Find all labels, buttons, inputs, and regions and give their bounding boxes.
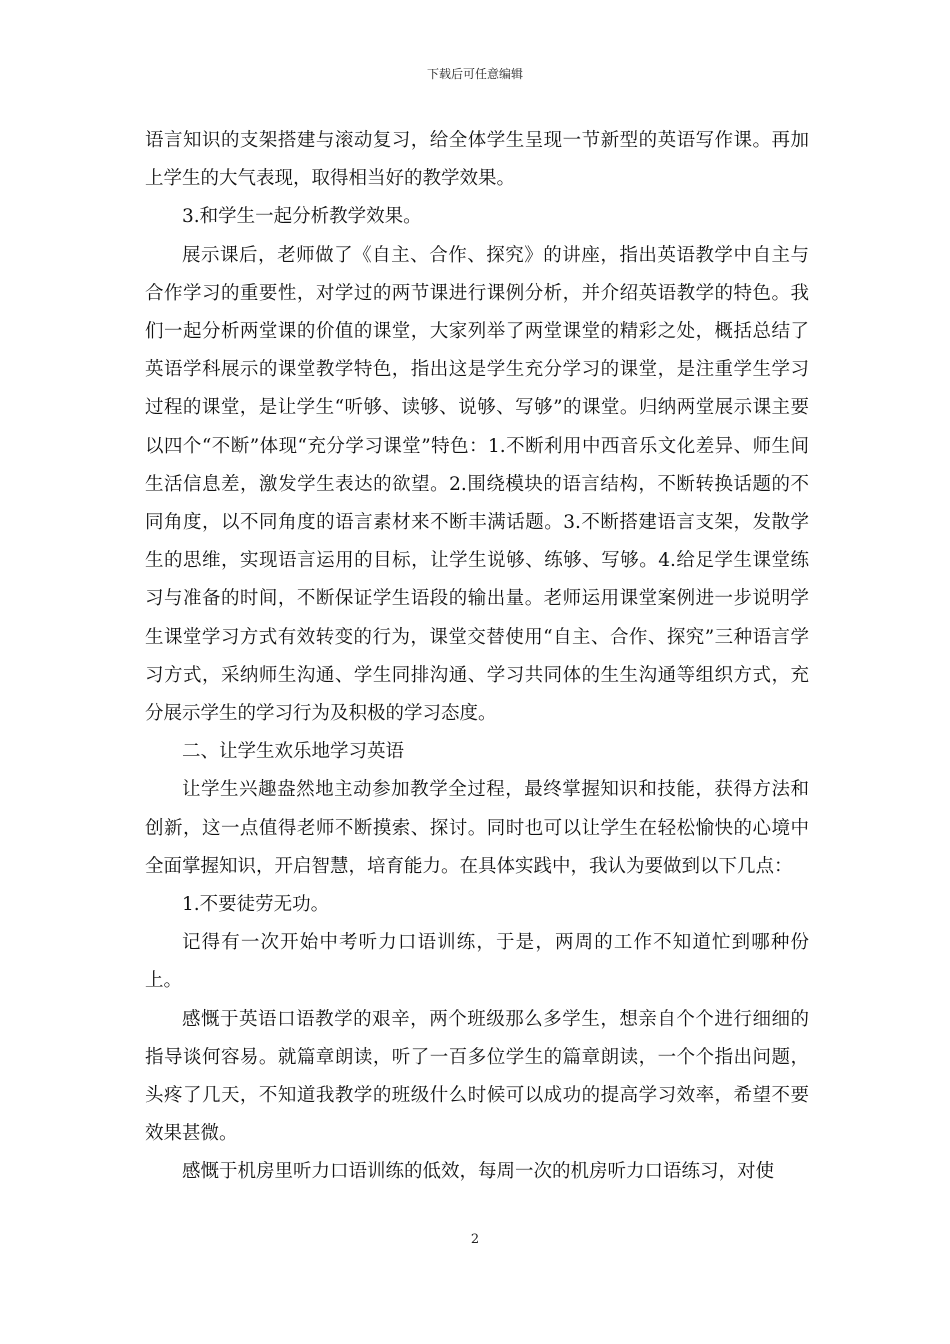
paragraph-2: 3.和学生一起分析教学效果。	[182, 206, 422, 228]
paragraph-9: 感慨于机房里听力口语训练的低效，每周一次的机房听力口语练习，对使	[182, 1161, 775, 1183]
subheading: 1.不要徒劳无功。	[182, 894, 330, 916]
paragraph-5: 让学生兴趣盎然地主动参加教学全过程，最终掌握知识和技能，获得方法和创新，这一点值得老师不断摸索、探讨。同时也可以让学生在轻松愉快的心境中全面掌握知识，开启智慧，培育能力。在具体实践中，我认为要做到以下几点：	[145, 779, 809, 877]
paragraph-1: 语言知识的支架搭建与滚动复习，给全体学生呈现一节新型的英语写作课。再加上学生的大气表现，取得相当好的教学效果。	[145, 130, 809, 190]
paragraph-8: 感慨于英语口语教学的艰辛，两个班级那么多学生，想亲自个个进行细细的指导谈何容易。就篇章朗读，听了一百多位学生的篇章朗读，一个个指出问题，头疼了几天，不知道我教学的班级什么时候可以成功的提高学习效率，希望不要效果甚微。	[145, 1008, 809, 1145]
page-number: 2	[470, 1232, 480, 1247]
paragraph-7: 记得有一次开始中考听力口语训练，于是，两周的工作不知道忙到哪种份上。	[145, 932, 809, 992]
section-heading: 二、让学生欢乐地学习英语	[182, 741, 405, 763]
page-header: 下载后可任意编辑	[426, 67, 523, 81]
document-body	[145, 122, 809, 1192]
paragraph-3: 展示课后，老师做了《自主、合作、探究》的讲座，指出英语教学中自主与合作学习的重要性，对学过的两节课进行课例分析，并介绍英语教学的特色。我们一起分析两堂课的价值的课堂，大家列举了两堂课堂的精彩之处，概括总结了英语学科展示的课堂教学特色，指出这是学生充分学习的课堂，是注重学生学习过程的课堂，是让学生“听够、读够、说够、写够”的课堂。归纳两堂展示课主要以四个“不断”体现“充分学习课堂”特色：1.不断利用中西音乐文化差异、师生间生活信息差，激发学生表达的欲望。2.围绕模块的语言结构，不断转换话题的不同角度，以不同角度的语言素材来不断丰满话题。3.不断搭建语言支架，发散学生的思维，实现语言运用的目标，让学生说够、练够、写够。4.给足学生课堂练习与准备的时间，不断保证学生语段的输出量。老师运用课堂案例进一步说明学生课堂学习方式有效转变的行为，课堂交替使用“自主、合作、探究”三种语言学习方式，采纳师生沟通、学生同排沟通、学习共同体的生生沟通等组织方式，充分展示学生的学习行为及积极的学习态度。	[145, 244, 809, 725]
